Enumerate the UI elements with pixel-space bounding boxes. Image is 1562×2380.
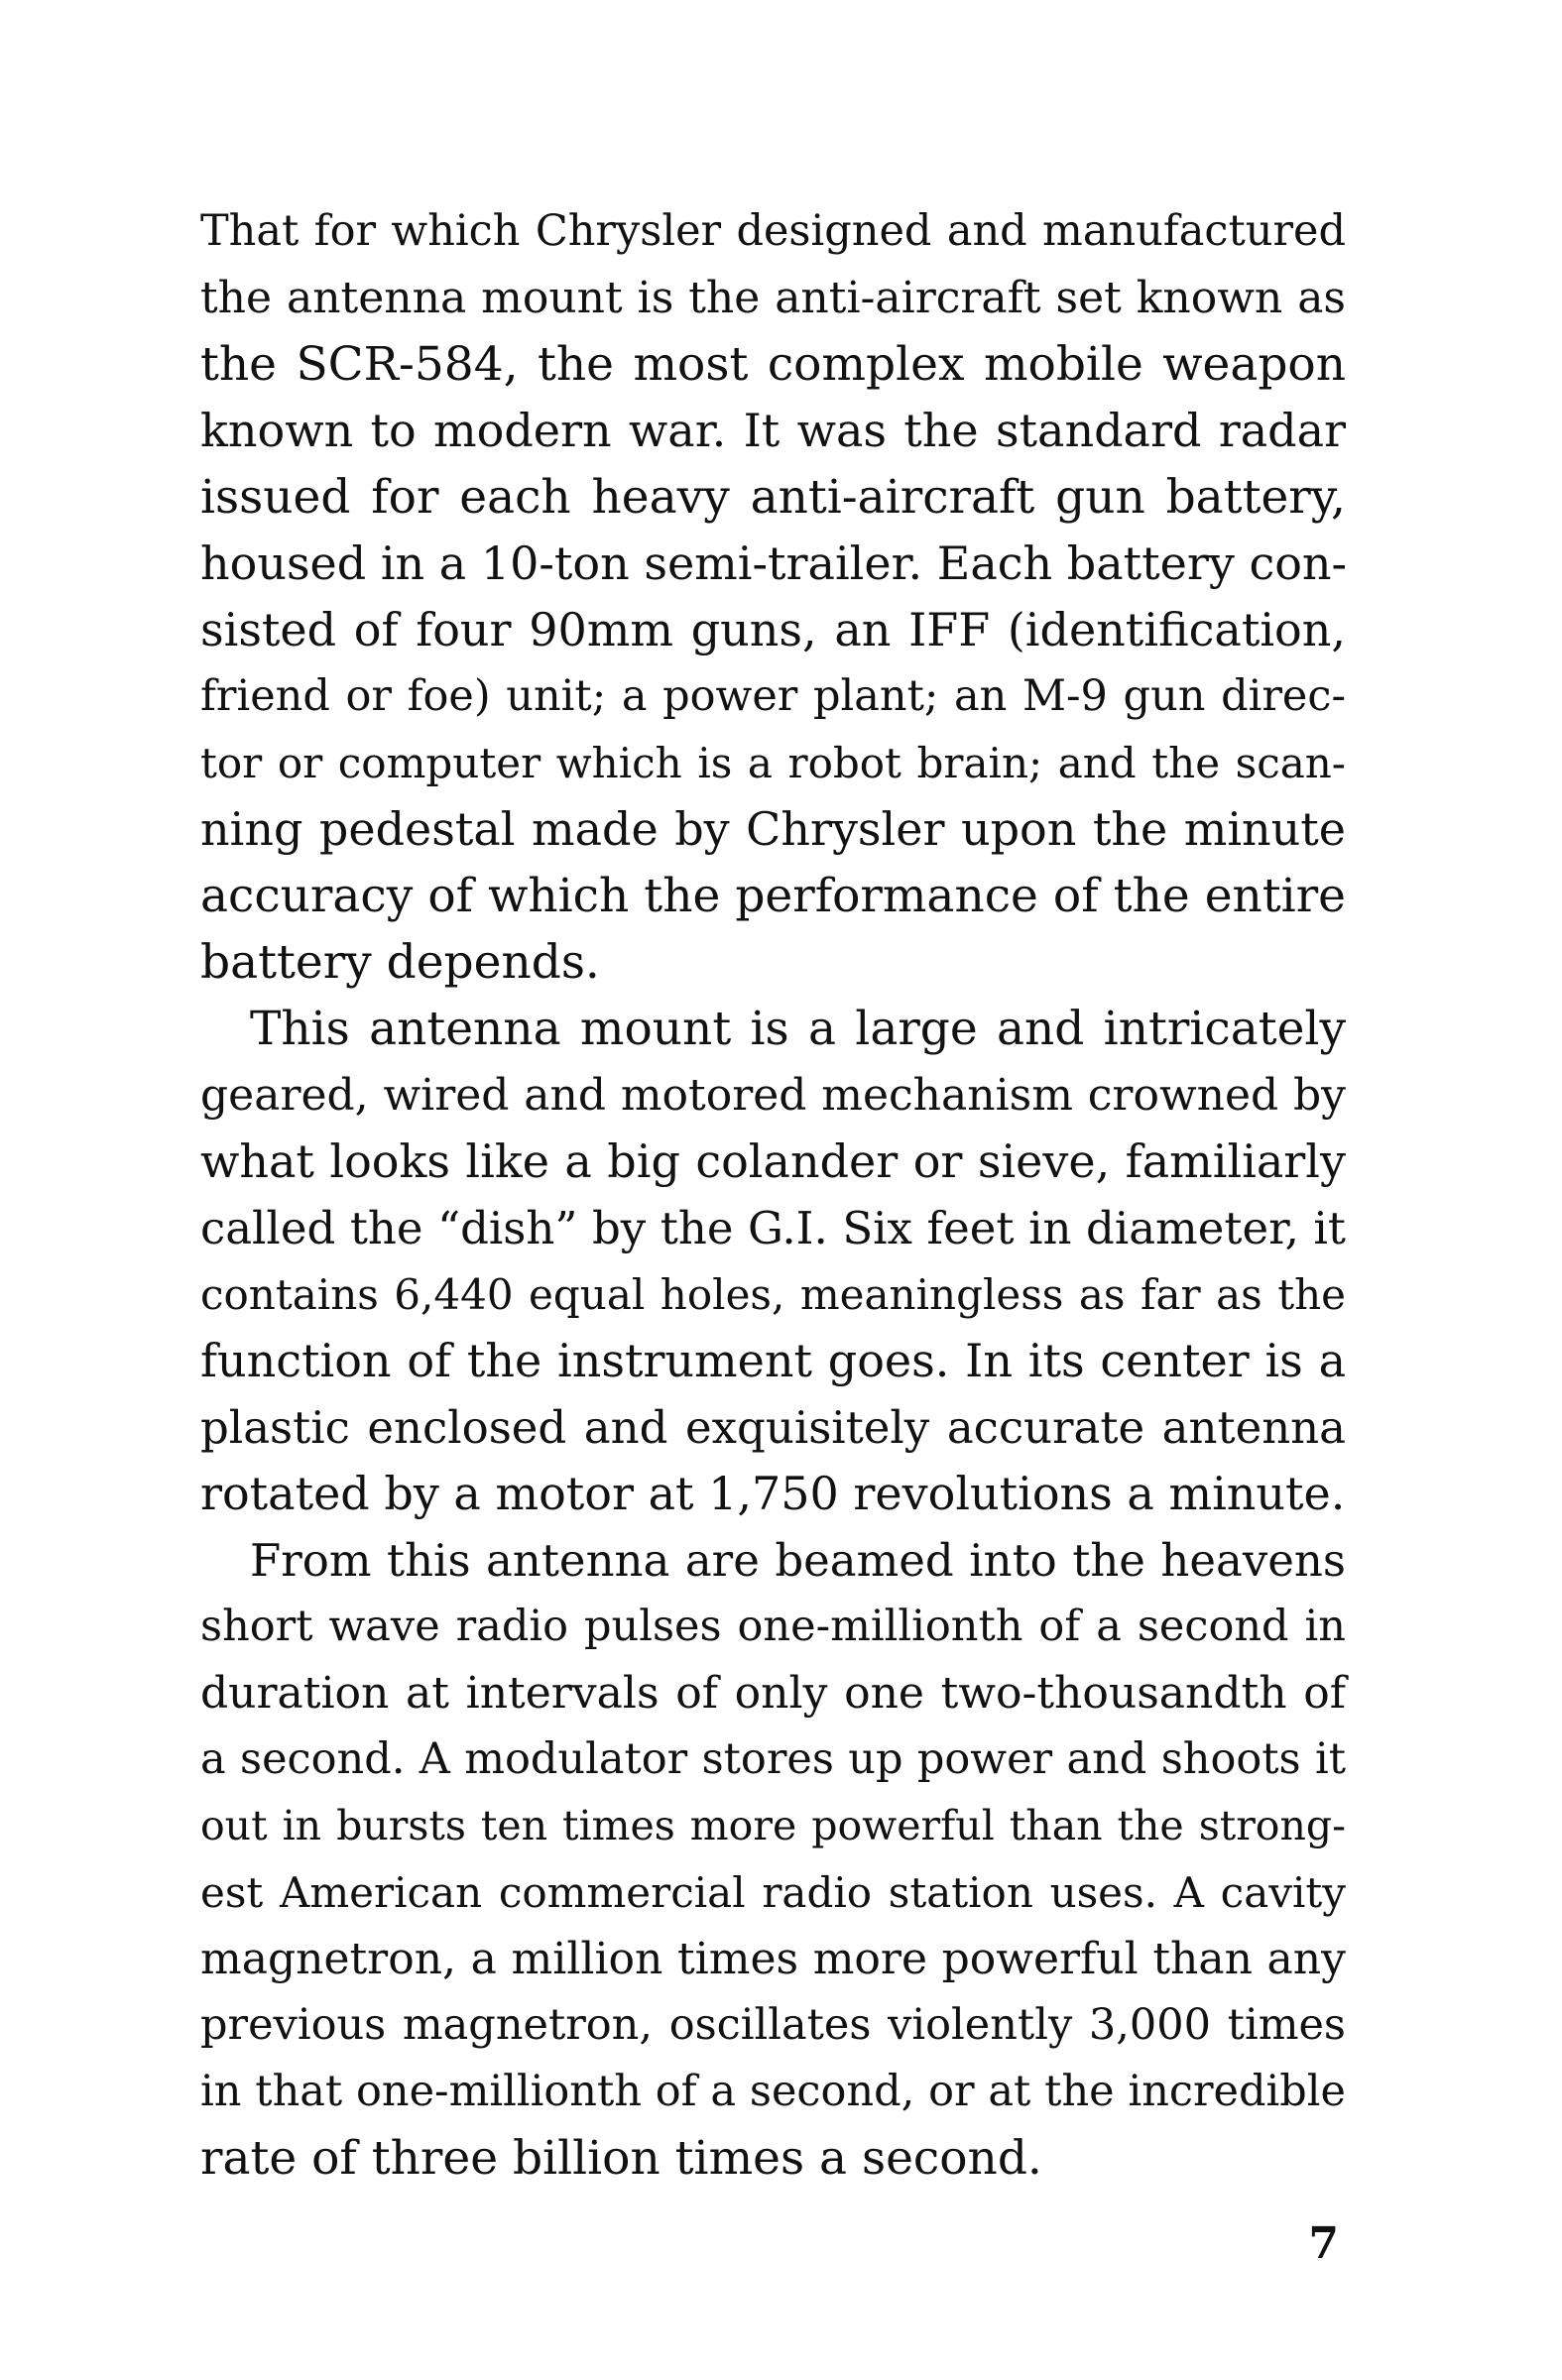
text-line: the SCR-584, the most complex mobile weapon	[200, 337, 1346, 392]
text-line: rate of three billion times a second.	[200, 2131, 1042, 2186]
text-line: housed in a 10-ton semi-trailer. Each battery con-	[200, 536, 1348, 590]
text-line: a second. A modulator stores up power and shoots it	[200, 1734, 1346, 1784]
text-line: contains 6,440 equal holes, meaningless as far as the	[200, 1270, 1346, 1319]
paragraph-1	[200, 198, 1346, 996]
text-line: tor or computer which is a robot brain; and the scan-	[200, 739, 1346, 787]
text-line: in that one-millionth of a second, or at the incredible	[200, 2067, 1346, 2116]
text-line: duration at intervals of only one two-thousandth of	[200, 1668, 1346, 1719]
text-line: magnetron, a million times more powerful than any	[200, 1934, 1346, 1984]
text-line: battery depends.	[200, 935, 600, 990]
text-line: accuracy of which the performance of the entire	[200, 869, 1346, 923]
page-number: 7	[1308, 2218, 1339, 2269]
text-line: function of the instrument goes. In its center is a	[200, 1334, 1346, 1387]
text-line: ning pedestal made by Chrysler upon the minute	[200, 802, 1346, 856]
text-line: rotated by a motor at 1,750 revolutions a minute.	[200, 1467, 1346, 1520]
text-line: previous magnetron, oscillates violently 3,000 times	[200, 2000, 1346, 2050]
text-line: plastic enclosed and exquisitely accurate antenna	[200, 1401, 1346, 1454]
text-line: est American commercial radio station uses. A cavity	[200, 1868, 1346, 1917]
paragraph-3	[200, 1527, 1346, 2192]
text-line: called the “dish” by the G.I. Six feet in diameter, it	[200, 1202, 1346, 1254]
paragraph-2	[200, 996, 1346, 1527]
text-line: friend or foe) unit; a power plant; an M-9 gun direc-	[200, 671, 1346, 721]
text-line: sisted of four 90mm guns, an IFF (identification,	[200, 603, 1346, 656]
text-line: That for which Chrysler designed and manufactured	[200, 206, 1346, 256]
text-line: out in bursts ten times more powerful than the strong-	[200, 1802, 1346, 1849]
text-line: geared, wired and motored mechanism crowned by	[200, 1070, 1346, 1121]
text-line: what looks like a big colander or sieve, familiarly	[200, 1134, 1346, 1188]
text-line: short wave radio pulses one-millionth of a second in	[200, 1602, 1346, 1651]
text-line: issued for each heavy anti-aircraft gun battery,	[200, 470, 1346, 525]
text-line: From this antenna are beamed into the heavens	[250, 1534, 1346, 1587]
text-line: known to modern war. It was the standard radar	[200, 404, 1346, 457]
text-line: the antenna mount is the anti-aircraft set known as	[200, 273, 1346, 323]
body-text	[200, 198, 1346, 2192]
text-line: This antenna mount is a large and intricately	[250, 1002, 1346, 1056]
